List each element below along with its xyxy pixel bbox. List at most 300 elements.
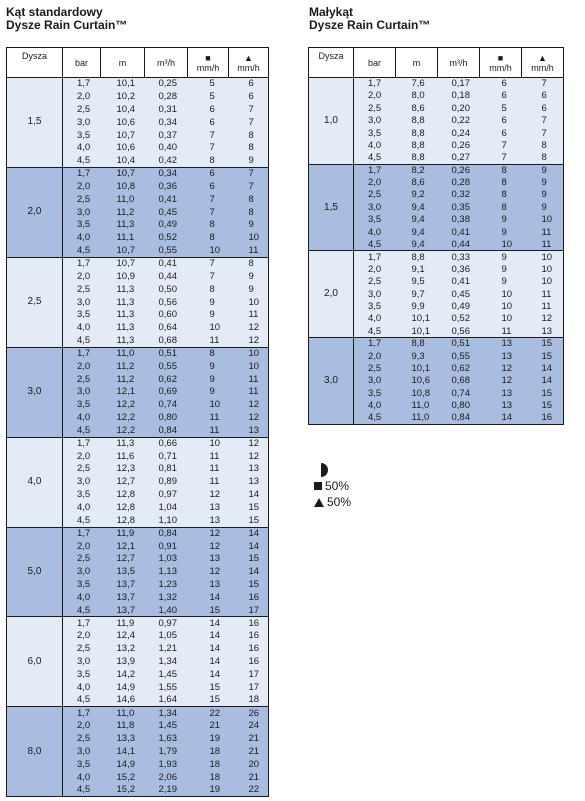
flow-cell: 1,34 [145,707,188,720]
pressure-cell: 3,5 [63,309,101,322]
radius-cell: 14,1 [101,745,145,758]
flow-cell: 0,42 [145,155,188,168]
square-precip-cell: 7 [188,206,229,219]
radius-cell: 10,8 [396,387,438,399]
table-header-row [309,48,564,78]
radius-cell: 13,2 [101,643,145,656]
radius-cell: 11,1 [101,232,145,245]
triangle-precip-cell: 6 [229,90,269,103]
square-precip-cell: 11 [188,450,229,463]
radius-cell: 11,3 [101,309,145,322]
square-precip-cell: 11 [188,463,229,476]
flow-cell: 0,68 [438,375,480,387]
pressure-cell: 2,5 [63,553,101,566]
triangle-precip-cell: 16 [229,655,269,668]
flow-cell: 0,25 [145,78,188,91]
pressure-cell: 3,0 [354,288,396,300]
square-precip-cell: 12 [188,540,229,553]
triangle-precip-cell: 15 [522,387,564,399]
flow-cell: 0,37 [145,129,188,142]
square-precip-cell: 12 [480,375,522,387]
pressure-cell: 3,0 [63,296,101,309]
pressure-cell: 2,0 [63,270,101,283]
bar-header: bar [63,48,101,78]
legend-half-circle-row [314,462,351,478]
triangle-precip-cell: 9 [522,189,564,201]
pressure-cell: 2,0 [63,90,101,103]
pressure-cell: 1,7 [63,437,101,450]
flow-cell: 2,19 [145,784,188,797]
pressure-cell: 1,7 [63,617,101,630]
square-precip-cell: 13 [188,514,229,527]
square-precip-cell: 8 [188,219,229,232]
triangle-precip-header [229,48,269,78]
square-precip-cell: 9 [188,296,229,309]
flow-cell: 1,04 [145,501,188,514]
table-row [7,437,269,450]
square-precip-cell: 9 [188,373,229,386]
flow-cell: 0,45 [438,288,480,300]
square-precip-cell: 10 [480,288,522,300]
flow-cell: 1,79 [145,745,188,758]
table-row [7,527,269,540]
radius-cell: 10,7 [101,129,145,142]
radius-cell: 13,9 [101,655,145,668]
triangle-precip-cell: 17 [229,681,269,694]
square-precip-cell: 6 [188,103,229,116]
square-precip-cell: 8 [188,347,229,360]
pressure-cell: 3,0 [63,566,101,579]
radius-cell: 10,1 [101,78,145,91]
triangle-precip-cell: 22 [229,784,269,797]
triangle-precip-cell: 24 [229,720,269,733]
table-row [7,707,269,720]
radius-cell: 10,2 [101,90,145,103]
triangle-precip-cell: 12 [229,411,269,424]
square-precip-cell: 9 [188,386,229,399]
radius-cell: 12,3 [101,463,145,476]
triangle-precip-cell: 11 [229,373,269,386]
square-precip-cell: 12 [188,489,229,502]
flow-cell: 0,89 [145,476,188,489]
pressure-cell: 2,0 [354,263,396,275]
flow-cell: 0,64 [145,322,188,335]
pressure-cell: 4,0 [354,400,396,412]
nozzle-size-cell: 3,0 [309,338,354,425]
flow-cell: 0,20 [438,102,480,114]
flow-cell: 0,69 [145,386,188,399]
square-precip-cell: 13 [480,338,522,350]
flow-cell: 0,74 [438,387,480,399]
right-title-line1: Małykąt [309,5,354,19]
triangle-precip-cell: 16 [522,412,564,424]
flow-cell: 0,41 [438,276,480,288]
legend [314,462,351,510]
left-table-heading [6,6,127,32]
square-precip-cell: 9 [480,276,522,288]
flow-cell: 0,52 [438,313,480,325]
triangle-precip-cell: 8 [522,152,564,164]
flow-cell: 0,51 [438,338,480,350]
triangle-precip-cell: 15 [522,400,564,412]
left-title-line1: Kąt standardowy [6,5,103,19]
radius-cell: 9,4 [396,214,438,226]
square-precip-cell: 22 [188,707,229,720]
square-precip-cell: 9 [480,226,522,238]
radius-cell: 8,8 [396,139,438,151]
flow-cell: 0,35 [438,201,480,213]
radius-cell: 12,7 [101,476,145,489]
square-precip-cell: 7 [188,270,229,283]
triangle-precip-cell: 7 [229,167,269,180]
flow-cell: 0,36 [438,263,480,275]
pressure-cell: 2,0 [63,360,101,373]
triangle-precip-cell: 14 [522,375,564,387]
radius-cell: 9,5 [396,276,438,288]
table-row [309,251,564,263]
radius-cell: 12,8 [101,514,145,527]
triangle-precip-cell: 11 [229,309,269,322]
square-precip-cell: 7 [188,193,229,206]
triangle-precip-cell: 12 [229,450,269,463]
flow-cell: 0,55 [438,350,480,362]
pressure-cell: 3,0 [63,476,101,489]
square-unit: mm/h [196,62,220,73]
pressure-cell: 1,7 [354,78,396,90]
radius-cell: 11,0 [101,347,145,360]
radius-cell: 13,5 [101,566,145,579]
triangle-precip-cell: 18 [229,694,269,707]
radius-cell: 11,0 [101,707,145,720]
flow-cell: 0,22 [438,115,480,127]
square-precip-cell: 14 [188,630,229,643]
pressure-cell: 3,0 [63,745,101,758]
pressure-cell: 2,0 [63,180,101,193]
triangle-precip-cell: 14 [229,489,269,502]
flow-cell: 0,17 [438,78,480,90]
triangle-precip-cell: 11 [229,386,269,399]
radius-cell: 10,6 [101,142,145,155]
radius-cell: 11,2 [101,360,145,373]
pressure-cell: 1,7 [354,164,396,176]
pressure-cell: 2,5 [354,102,396,114]
table-row [7,167,269,180]
flow-cell: 0,36 [145,180,188,193]
radius-cell: 11,9 [101,527,145,540]
square-precip-cell: 14 [188,668,229,681]
flow-cell: 0,56 [438,325,480,337]
square-precip-cell: 9 [188,360,229,373]
square-precip-cell: 6 [480,115,522,127]
triangle-precip-cell: 21 [229,771,269,784]
triangle-precip-cell: 13 [229,476,269,489]
square-precip-cell: 8 [480,201,522,213]
flow-cell: 1,10 [145,514,188,527]
pressure-cell: 2,5 [354,189,396,201]
flow-cell: 0,26 [438,139,480,151]
flow-cell: 0,80 [438,400,480,412]
flow-cell: 0,62 [145,373,188,386]
triangle-precip-cell: 10 [229,296,269,309]
flow-cell: 0,80 [145,411,188,424]
radius-cell: 11,3 [101,296,145,309]
triangle-precip-cell: 10 [522,214,564,226]
triangle-precip-cell: 16 [229,630,269,643]
flow-cell: 1,45 [145,668,188,681]
square-precip-cell: 11 [188,424,229,437]
flow-cell: 2,06 [145,771,188,784]
pressure-cell: 2,5 [63,733,101,746]
radius-cell: 11,6 [101,450,145,463]
radius-cell: 11,2 [101,373,145,386]
radius-cell: 11,3 [101,219,145,232]
square-precip-cell: 12 [188,527,229,540]
pressure-cell: 2,5 [63,463,101,476]
flow-cell: 0,38 [438,214,480,226]
square-precip-cell: 8 [480,189,522,201]
pressure-cell: 3,5 [63,489,101,502]
radius-cell: 9,3 [396,350,438,362]
square-precip-cell: 6 [480,78,522,90]
triangle-precip-cell: 12 [229,399,269,412]
flow-cell: 1,55 [145,681,188,694]
triangle-precip-cell: 11 [522,226,564,238]
flow-cell: 0,44 [145,270,188,283]
square-precip-cell: 7 [188,257,229,270]
radius-cell: 12,1 [101,386,145,399]
square-precip-cell: 15 [188,604,229,617]
triangle-precip-cell: 13 [522,325,564,337]
triangle-precip-cell: 15 [229,553,269,566]
flow-cell: 1,40 [145,604,188,617]
triangle-precip-cell: 11 [229,244,269,257]
flow-cell: 1,34 [145,655,188,668]
radius-cell: 11,3 [101,437,145,450]
radius-cell: 10,1 [396,362,438,374]
flow-header: m³/h [145,48,188,78]
triangle-precip-cell: 12 [229,334,269,347]
triangle-precip-cell: 14 [229,540,269,553]
triangle-precip-cell: 10 [229,347,269,360]
triangle-precip-cell: 7 [229,116,269,129]
flow-cell: 1,03 [145,553,188,566]
radius-cell: 10,6 [396,375,438,387]
nozzle-header: Dysza [309,48,354,78]
triangle-precip-cell: 9 [229,270,269,283]
pressure-cell: 2,5 [63,643,101,656]
pressure-cell: 3,0 [354,201,396,213]
pressure-cell: 1,7 [63,257,101,270]
nozzle-header: Dysza [7,48,63,78]
nozzle-size-cell: 1,5 [7,78,63,168]
square-precip-cell: 6 [188,167,229,180]
flow-cell: 0,50 [145,283,188,296]
radius-cell: 7,6 [396,78,438,90]
flow-cell: 0,81 [145,463,188,476]
triangle-precip-cell: 9 [229,219,269,232]
nozzle-size-cell: 4,0 [7,437,63,527]
square-precip-cell: 21 [188,720,229,733]
nozzle-size-cell: 2,5 [7,257,63,347]
radius-cell: 10,4 [101,103,145,116]
pressure-cell: 4,5 [63,244,101,257]
flow-cell: 0,60 [145,309,188,322]
triangle-precip-cell: 12 [229,322,269,335]
radius-cell: 11,3 [101,322,145,335]
triangle-precip-cell: 15 [522,350,564,362]
pressure-cell: 2,0 [63,450,101,463]
table-row [7,617,269,630]
triangle-unit: mm/h [531,62,554,73]
triangle-precip-cell: 8 [522,139,564,151]
triangle-precip-cell: 16 [229,643,269,656]
flow-header: m³/h [438,48,480,78]
triangle-precip-cell: 10 [522,276,564,288]
flow-cell: 0,51 [145,347,188,360]
triangle-precip-cell: 6 [522,102,564,114]
radius-cell: 14,6 [101,694,145,707]
square-precip-cell: 6 [480,127,522,139]
pressure-cell: 3,0 [354,375,396,387]
square-precip-cell: 8 [188,232,229,245]
pressure-cell: 1,7 [63,167,101,180]
pressure-cell: 4,5 [63,514,101,527]
pressure-cell: 4,5 [63,424,101,437]
flow-cell: 1,05 [145,630,188,643]
radius-cell: 12,1 [101,540,145,553]
radius-cell: 9,1 [396,263,438,275]
square-precip-cell: 18 [188,745,229,758]
table-row [7,257,269,270]
radius-cell: 10,8 [101,180,145,193]
radius-cell: 12,4 [101,630,145,643]
triangle-icon: ▲ [538,52,547,63]
triangle-precip-cell: 15 [229,501,269,514]
flow-cell: 0,31 [145,103,188,116]
square-precip-cell: 13 [480,350,522,362]
triangle-precip-cell: 14 [522,362,564,374]
pressure-cell: 4,5 [63,334,101,347]
radius-cell: 12,7 [101,553,145,566]
table-header-row [7,48,269,78]
pressure-cell: 3,5 [354,387,396,399]
triangle-precip-cell: 14 [229,527,269,540]
square-precip-cell: 5 [188,90,229,103]
radius-cell: 13,3 [101,733,145,746]
pressure-cell: 3,5 [354,214,396,226]
radius-cell: 11,3 [101,334,145,347]
triangle-precip-cell: 17 [229,604,269,617]
radius-header: m [396,48,438,78]
radius-cell: 8,8 [396,152,438,164]
pressure-cell: 2,0 [354,350,396,362]
square-precip-cell: 6 [188,116,229,129]
triangle-precip-cell: 10 [522,263,564,275]
pressure-cell: 2,5 [354,276,396,288]
square-precip-cell: 9 [480,214,522,226]
square-precip-cell: 11 [188,334,229,347]
pressure-cell: 4,0 [63,232,101,245]
radius-cell: 8,0 [396,90,438,102]
flow-cell: 1,63 [145,733,188,746]
square-precip-cell: 8 [188,283,229,296]
flow-cell: 0,91 [145,540,188,553]
legend-square-label: 50% [325,479,350,493]
radius-cell: 11,3 [101,283,145,296]
pressure-cell: 1,7 [354,338,396,350]
square-precip-cell: 14 [188,617,229,630]
flow-cell: 0,44 [438,239,480,251]
pressure-cell: 2,5 [63,103,101,116]
pressure-cell: 3,5 [354,301,396,313]
radius-cell: 12,2 [101,399,145,412]
flow-cell: 0,66 [145,437,188,450]
triangle-precip-cell: 8 [229,257,269,270]
legend-square-row [314,478,351,494]
flow-cell: 0,32 [438,189,480,201]
pressure-cell: 3,5 [354,127,396,139]
radius-cell: 8,8 [396,127,438,139]
radius-cell: 8,6 [396,102,438,114]
flow-cell: 1,93 [145,758,188,771]
table-row [309,338,564,350]
triangle-precip-cell: 15 [229,514,269,527]
pressure-cell: 4,5 [63,784,101,797]
radius-cell: 13,7 [101,578,145,591]
triangle-precip-cell: 11 [522,239,564,251]
radius-cell: 11,0 [396,412,438,424]
triangle-precip-cell: 7 [522,127,564,139]
triangle-precip-cell: 10 [229,232,269,245]
pressure-cell: 2,5 [63,283,101,296]
square-precip-cell: 14 [188,591,229,604]
square-precip-cell: 10 [480,301,522,313]
triangle-precip-cell: 15 [229,578,269,591]
pressure-cell: 4,0 [63,501,101,514]
pressure-cell: 4,5 [354,152,396,164]
radius-cell: 10,7 [101,167,145,180]
square-precip-cell: 11 [480,325,522,337]
flow-cell: 0,27 [438,152,480,164]
square-precip-cell: 11 [188,476,229,489]
radius-cell: 9,4 [396,239,438,251]
pressure-cell: 4,5 [354,325,396,337]
flow-cell: 0,84 [145,527,188,540]
square-precip-cell: 13 [480,387,522,399]
square-precip-cell: 7 [480,152,522,164]
standard-angle-table [6,47,269,797]
radius-cell: 8,8 [396,338,438,350]
radius-cell: 11,0 [101,193,145,206]
flow-cell: 0,28 [145,90,188,103]
flow-cell: 1,23 [145,578,188,591]
flow-cell: 1,32 [145,591,188,604]
flow-cell: 1,45 [145,720,188,733]
nozzle-size-cell: 1,0 [309,78,354,165]
flow-cell: 0,74 [145,399,188,412]
nozzle-size-cell: 8,0 [7,707,63,797]
triangle-precip-cell: 8 [229,142,269,155]
triangle-precip-cell: 6 [229,78,269,91]
square-precip-cell: 19 [188,784,229,797]
radius-cell: 12,8 [101,489,145,502]
square-precip-cell: 8 [480,177,522,189]
pressure-cell: 1,7 [63,707,101,720]
pressure-cell: 4,0 [63,771,101,784]
table-row [309,164,564,176]
square-precip-cell: 14 [480,412,522,424]
flow-cell: 0,45 [145,206,188,219]
